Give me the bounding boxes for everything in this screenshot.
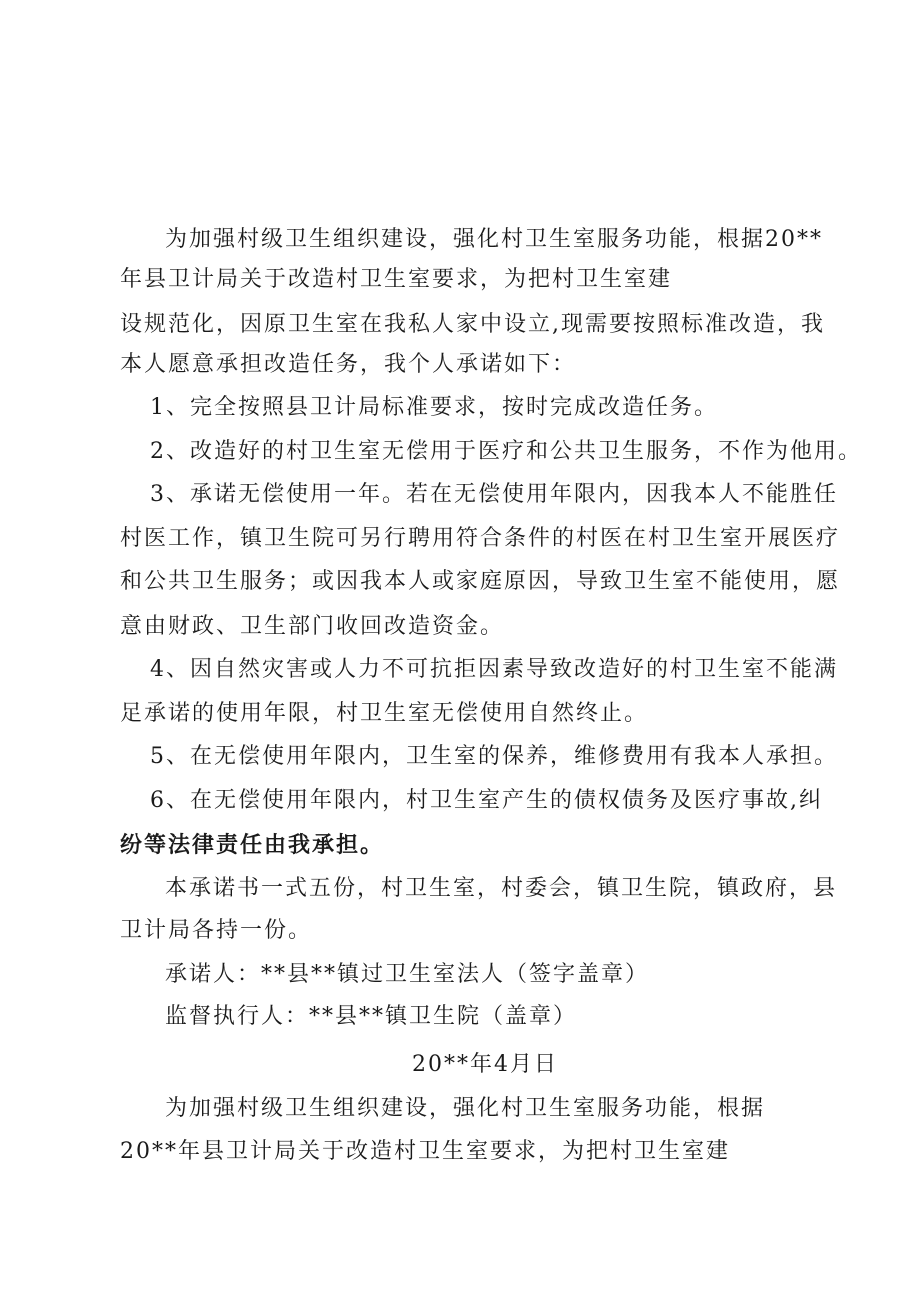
- repeated-paragraph-line-1: 为加强村级卫生组织建设，强化村卫生室服务功能，根据: [165, 1096, 766, 1121]
- supervisor-signature-line: 监督执行人：**县**镇卫生院（盖章）: [165, 1004, 578, 1029]
- commitment-item-6: 6、在无偿使用年限内，村卫生室产生的债权债务及医疗事故,纠: [150, 788, 823, 813]
- commitment-item-4-line-2: 足承诺的使用年限，村卫生室无偿使用自然终止。: [120, 701, 649, 726]
- commitment-item-5: 5、在无偿使用年限内，卫生室的保养，维修费用有我本人承担。: [150, 744, 838, 769]
- commitment-item-1: 1、完全按照县卫计局标准要求，按时完成改造任务。: [150, 395, 718, 420]
- paragraph-line-1: 为加强村级卫生组织建设，强化村卫生室服务功能，根据20**: [165, 227, 823, 252]
- repeated-paragraph-line-2: 20**年县卫计局关于改造村卫生室要求，为把村卫生室建: [120, 1139, 730, 1164]
- commitment-item-2: 2、改造好的村卫生室无偿用于医疗和公共卫生服务，不作为他用。: [150, 439, 862, 464]
- promisor-signature-line: 承诺人：**县**镇过卫生室法人（签字盖章）: [165, 962, 650, 987]
- commitment-item-6-line-2: 纷等法律责任由我承担。: [120, 832, 385, 858]
- paragraph-line-2: 年县卫计局关于改造村卫生室要求，为把村卫生室建: [120, 267, 673, 292]
- document-date: 20**年4月日: [412, 1052, 558, 1077]
- paragraph-line-4: 本人愿意承担改造任务，我个人承诺如下：: [120, 352, 577, 377]
- commitment-item-3-line-3: 和公共卫生服务；或因我本人或家庭原因，导致卫生室不能使用，愿: [120, 569, 841, 594]
- paragraph-line-3: 设规范化，因原卫生室在我私人家中设立,现需要按照标准改造，我: [120, 312, 825, 337]
- commitment-item-3-line-4: 意由财政、卫生部门收回改造资金。: [120, 614, 505, 639]
- commitment-item-3: 3、承诺无偿使用一年。若在无偿使用年限内，因我本人不能胜任: [150, 482, 838, 507]
- copies-statement: 本承诺书一式五份，村卫生室，村委会，镇卫生院，镇政府，县: [165, 876, 838, 901]
- commitment-item-3-line-2: 村医工作，镇卫生院可另行聘用符合条件的村医在村卫生室开展医疗: [120, 526, 841, 551]
- commitment-item-4: 4、因自然灾害或人力不可抗拒因素导致改造好的村卫生室不能满: [150, 657, 838, 682]
- copies-statement-line-2: 卫计局各持一份。: [120, 918, 313, 943]
